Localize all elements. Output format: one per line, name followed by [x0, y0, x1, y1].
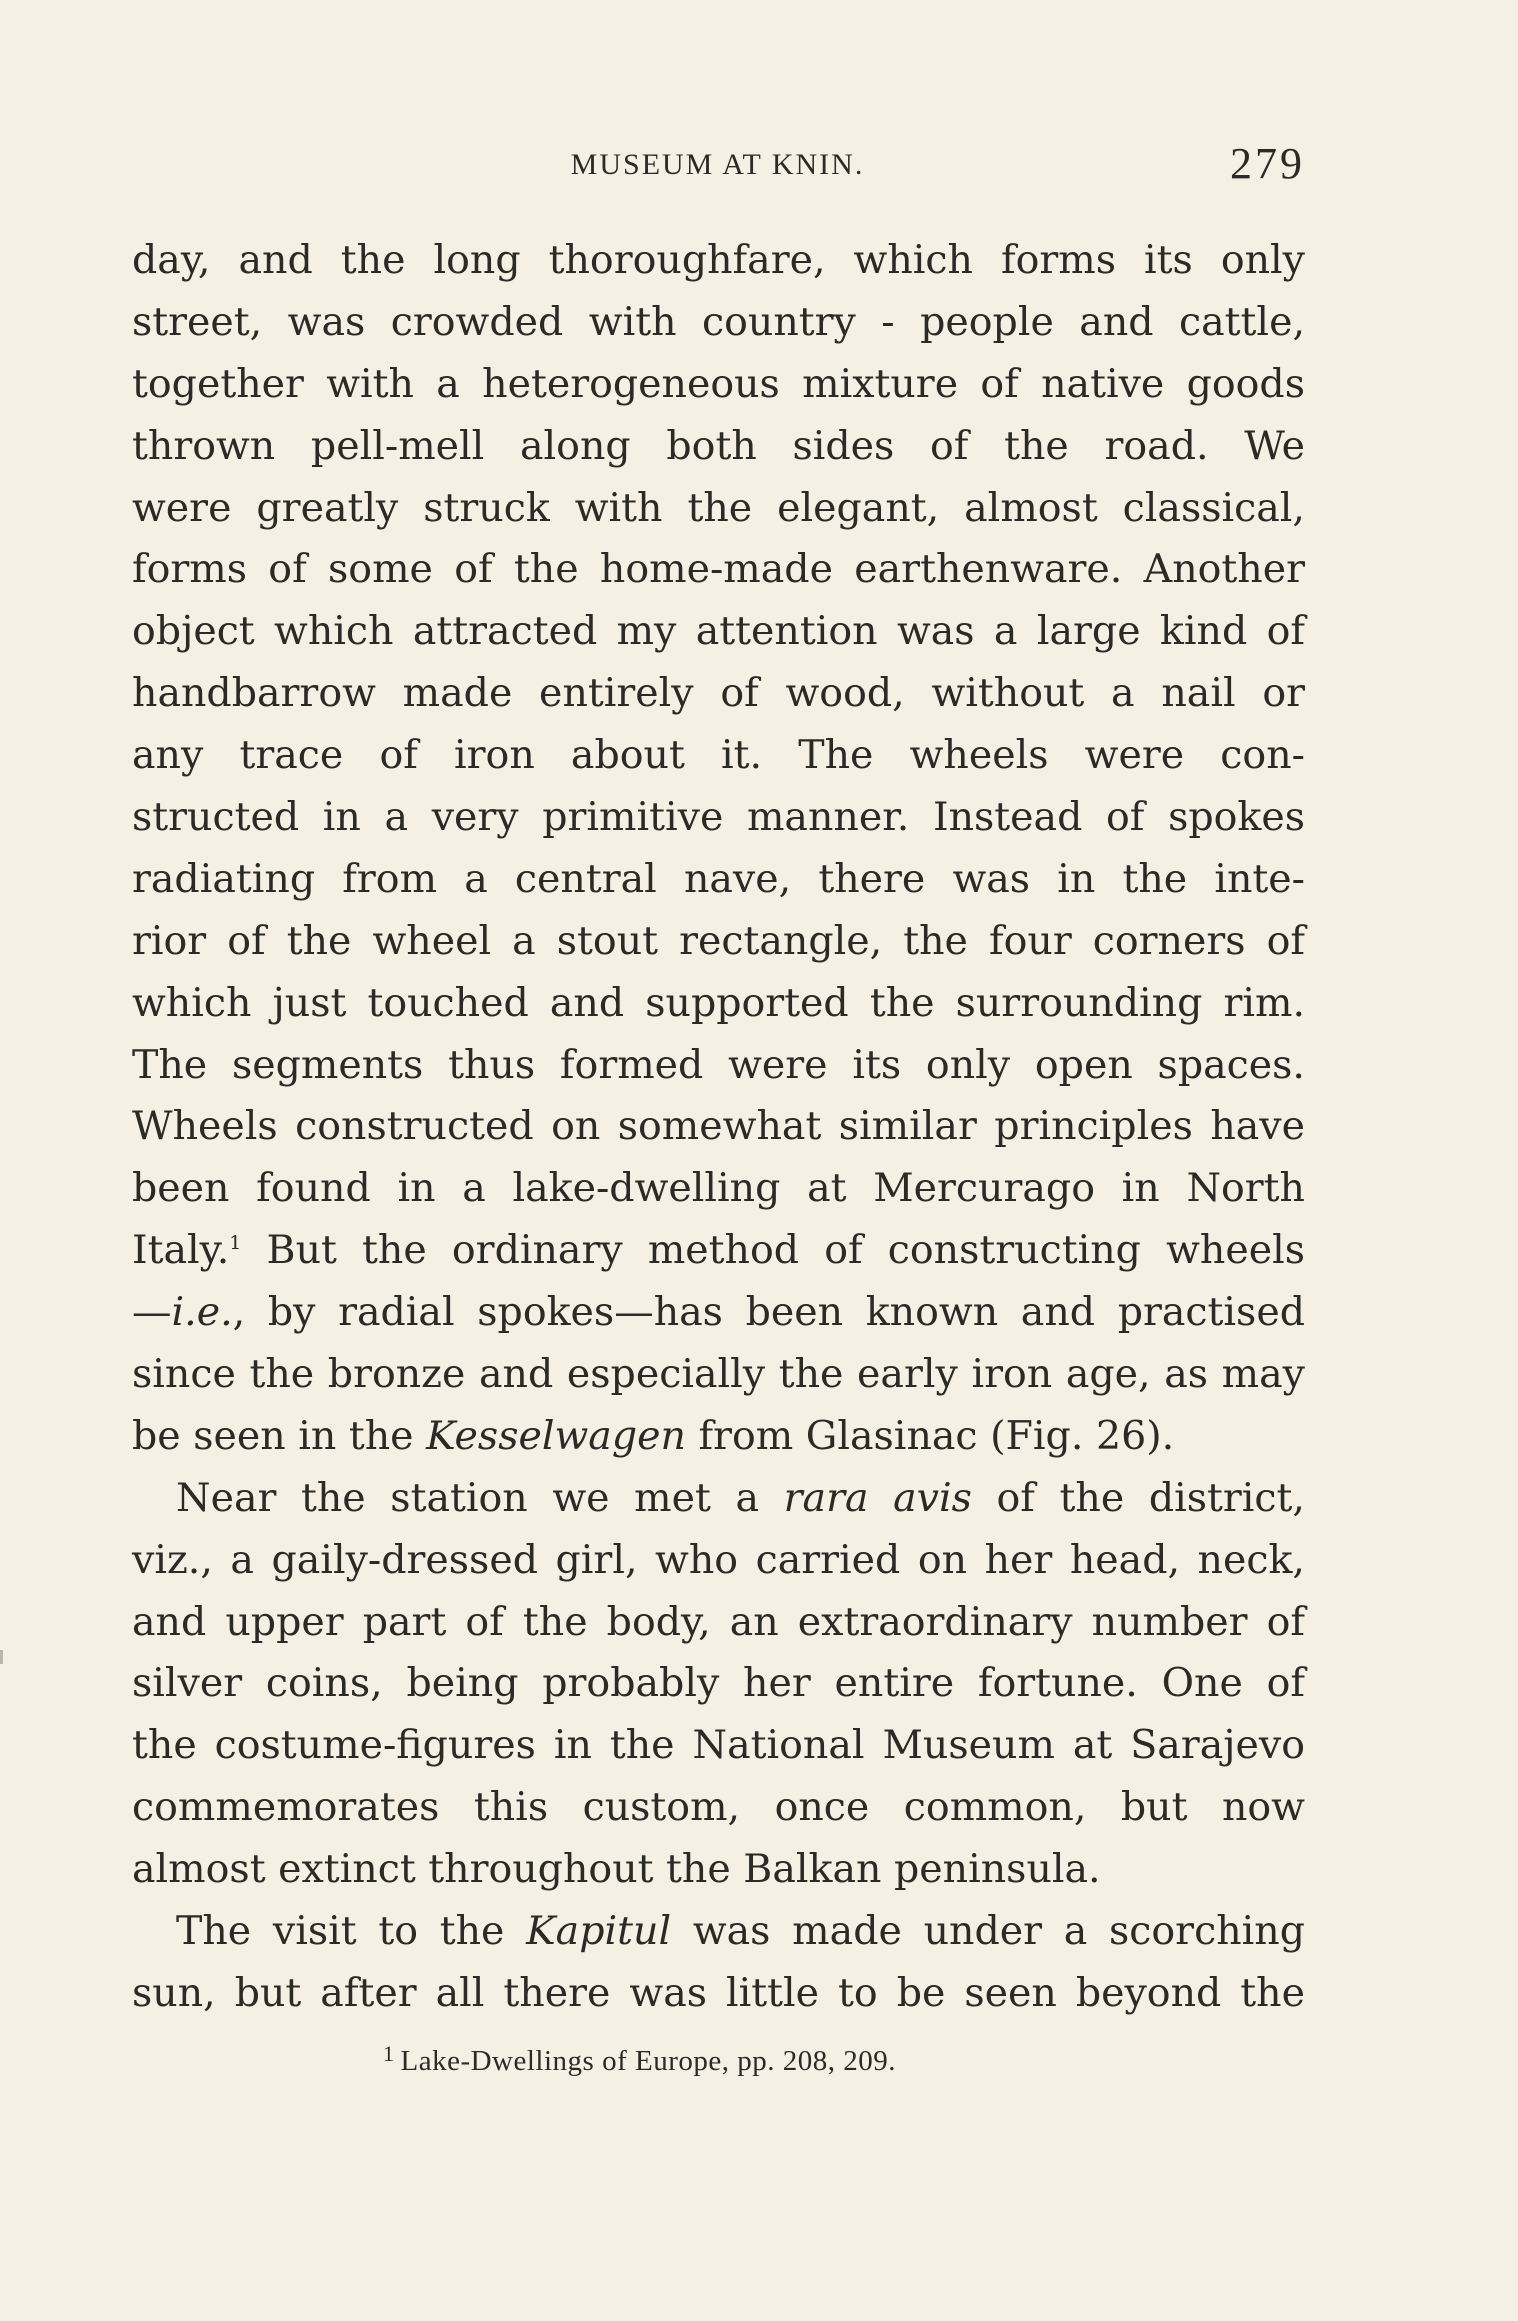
text-line: handbarrow made entirely of wood, without a nail or [132, 670, 1305, 717]
footnote [383, 2041, 896, 2078]
text-fragment: The visit to the [176, 1908, 527, 1955]
text-fragment: — [132, 1289, 172, 1336]
text-line: and upper part of the body, an extraordinary number of [132, 1598, 1305, 1645]
running-title: MUSEUM AT KNIN. [570, 148, 865, 181]
page-edge-mark [0, 1650, 3, 1664]
text-line: been found in a lake-dwelling at Mercurago in North [132, 1165, 1305, 1212]
text-line: radiating from a central nave, there was in the inte- [132, 855, 1305, 902]
text-line-with-footnote-ref [132, 1220, 1305, 1282]
italic-text: Kesselwagen [426, 1412, 686, 1459]
text-line: day, and the long thoroughfare, which forms its only [132, 237, 1305, 283]
footnote-text: Lake-Dwellings of Europe, pp. 208, 209. [400, 2045, 896, 2077]
italic-text: rara avis [783, 1474, 972, 1521]
text-line: rior of the wheel a stout rectangle, the four corners of [132, 917, 1305, 964]
text-line: together with a heterogeneous mixture of native goods [132, 360, 1305, 407]
text-line: object which attracted my attention was a large kind of [132, 608, 1305, 655]
text-fragment: be seen in the [132, 1412, 427, 1459]
text-line: any trace of iron about it. The wheels were con- [132, 732, 1305, 779]
running-head [130, 138, 1305, 188]
body-text [132, 230, 1305, 2025]
text-line: were greatly struck with the elegant, almost classical, [132, 484, 1305, 531]
text-fragment: Italy. [132, 1227, 230, 1274]
text-line [132, 1901, 1305, 1963]
text-fragment: But the ordinary method of constructing wheels [241, 1227, 1305, 1274]
text-line: almost extinct throughout the Balkan peninsula. [132, 1846, 1101, 1893]
footnote-reference[interactable]: 1 [229, 1232, 242, 1255]
italic-text: Kapitul [526, 1908, 672, 1955]
text-line: commemorates this custom, once common, but now [132, 1784, 1305, 1831]
text-line [132, 1406, 1305, 1468]
page-number: 279 [1230, 139, 1305, 188]
text-line: forms of some of the home-made earthenware. Another [132, 546, 1305, 593]
text-fragment: , by radial spokes—has been known and practised [232, 1289, 1305, 1336]
text-line: thrown pell-mell along both sides of the road. We [132, 422, 1305, 469]
text-line: street, was crowded with country - people and cattle, [132, 298, 1305, 345]
text-line: sun, but after all there was little to be seen beyond the [132, 1969, 1305, 2016]
text-line: which just touched and supported the surrounding rim. [132, 979, 1305, 1026]
text-line: Wheels constructed on somewhat similar principles have [132, 1103, 1305, 1150]
text-fragment: Near the station we met a [176, 1474, 784, 1521]
footnote-marker: 1 [383, 2041, 395, 2066]
text-line: the costume-figures in the National Museum at Sarajevo [132, 1722, 1305, 1769]
text-line [132, 1282, 1305, 1344]
text-line: since the bronze and especially the early iron age, as may [132, 1351, 1305, 1398]
italic-text: i.e. [171, 1289, 233, 1336]
text-fragment: of the district, [971, 1474, 1305, 1521]
text-fragment: was made under a scorching [671, 1908, 1305, 1955]
text-line: viz., a gaily-dressed girl, who carried on her head, neck, [132, 1536, 1305, 1583]
text-fragment: from Glasinac (Fig. 26). [685, 1412, 1175, 1459]
text-line: silver coins, being probably her entire fortune. One of [132, 1660, 1305, 1707]
text-line: The segments thus formed were its only open spaces. [132, 1041, 1305, 1088]
text-line [132, 1468, 1305, 1530]
text-line: structed in a very primitive manner. Instead of spokes [132, 794, 1305, 841]
